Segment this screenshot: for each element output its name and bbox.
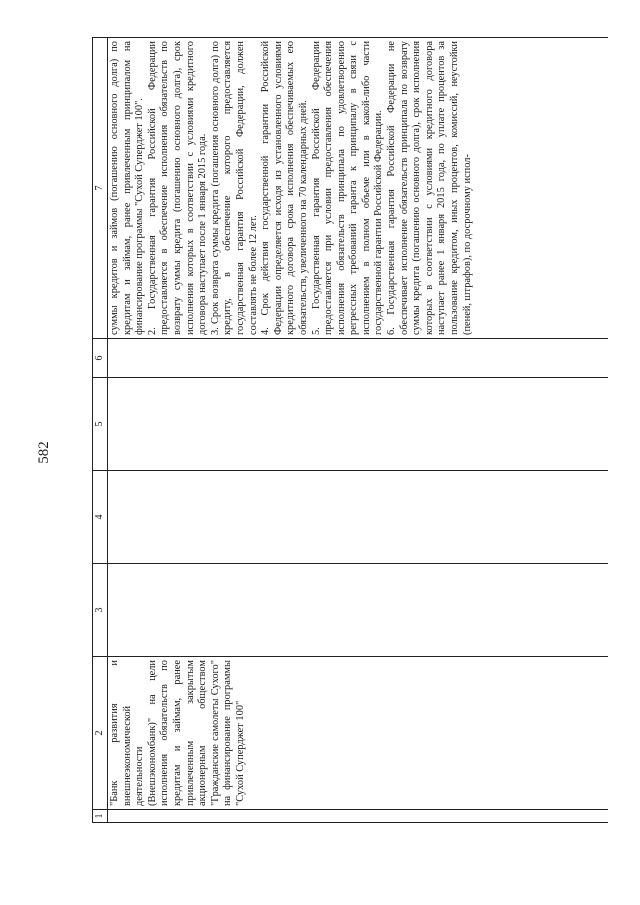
condition-paragraph: 4. Срок действия государственной гарантии Российской Федерации определяется исходя из установленного условиями кредитного договора срока исполнения обеспечиваемых ею обязательств, увеличенного на 70 календарных дней. <box>260 41 309 335</box>
cell-col-1 <box>108 810 609 823</box>
condition-paragraph: 6. Государственная гарантия Российской Федерации не обеспечивает исполнение обязательств принципала по возврату суммы кредита (погашению основного долга), срок исполнения которых в соответствии с условиями кредитного договора наступает ранее 1 января 2015 года, по уплате процентов за пользование кредитом, иных процентов, комиссий, неустойки (пеней, штрафов), по досрочному испол- <box>386 41 473 335</box>
cell-col-4 <box>108 471 609 564</box>
guarantee-table <box>92 37 608 823</box>
column-header-3: 3 <box>93 564 108 657</box>
condition-paragraph: 3. Срок возврата суммы кредита (погашения основного долга) по кредиту, в обеспечение которого предоставляется государственная гарантия Российской Федерации, должен составлять не более 12 лет. <box>209 41 259 335</box>
condition-paragraph: суммы кредитов и займов (погашению основного долга) по кредитам и займам, ранее привлеченным принципалом на финансирование программы "Сухой Суперджет 100". <box>109 41 146 335</box>
column-header-6: 6 <box>93 339 108 378</box>
column-header-2: 2 <box>93 657 108 810</box>
cell-col-6 <box>108 339 609 378</box>
column-header-1: 1 <box>93 810 108 823</box>
cell-col-7-conditions <box>108 38 609 339</box>
table-row <box>108 38 609 823</box>
page-number: 582 <box>36 441 52 464</box>
column-header-7: 7 <box>93 38 108 339</box>
column-header-4: 4 <box>93 471 108 564</box>
table-header-row <box>93 38 108 823</box>
cell-col-5 <box>108 378 609 471</box>
cell-col-3 <box>108 564 609 657</box>
condition-paragraph: 5. Государственная гарантия Российской Федерации предоставляется при условии предоставления обеспечения исполнения обязательств принципала по удовлетворению регрессных требований гаранта к принципалу в связи с исполнением в полном объеме или в какой-либо части государственной гарантии Российской Федерации. <box>310 41 385 335</box>
column-header-5: 5 <box>93 378 108 471</box>
cell-col-2-principal: "Банк развития и внешнеэкономической деятельности (Внешэкономбанк)" на цели исполнения обязательств по кредитам и займам, ранее привлеченным закрытым акционерным обществом "Гражданские самолеты Сухого" на финансирование программы "Сухой Суперджет 100" <box>108 657 609 810</box>
condition-paragraph: 2. Государственная гарантия Российской Федерации предоставляется в обеспечение исполнения обязательств по возврату суммы кредита (погашению основного долга), срок исполнения которых в соответствии с условиями кредитного договора наступает после 1 января 2015 года. <box>146 41 209 335</box>
